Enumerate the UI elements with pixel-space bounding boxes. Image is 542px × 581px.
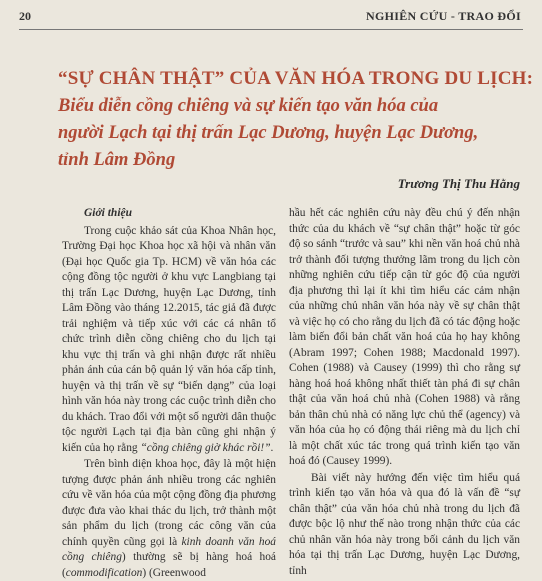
section-title: NGHIÊN CỨU - TRAO ĐỔI xyxy=(366,9,521,23)
intro-paragraph-1 xyxy=(62,224,276,457)
article-subtitle xyxy=(58,93,528,174)
header-rule xyxy=(19,29,523,30)
paragraph-text: ) thường sẽ bị hàng hoá hoá ( xyxy=(62,551,276,579)
italic-term: commodification xyxy=(65,566,143,579)
page-number: 20 xyxy=(19,9,31,23)
paragraph-text-end: . xyxy=(270,441,274,454)
body-paragraph-1: hầu hết các nghiên cứu này đều chú ý đến nhận thức của du khách về “sự chân thật” hoặc từ góc độ so sánh “trước và sau” khi nền văn hoá chủ nhà trở thành đối tượng thưởng lãm trong du lịch còn những nghiên cứu tiếp cận từ góc độ của người địa phương thì lại ít khi tìm hiểu các cảm nhận của những chủ nhân văn hóa này về sự chân thật và việc họ có cho rằng du lịch đã có tác động hoặc làm biến đổi bản chất văn hoá của họ hay không (Abram 1997; Cohen 1988; Macdonald 1997). Cohen (1988) và Causey (1999) thì cho rằng sự hàng hoá hoá không nhất thiết tàn phá đi sự chân thật của văn hoá chủ nhà (Cohen 1988) và rằng bản thân chủ nhà có năng lực chủ thể (agency) và văn hóa của họ có động thái riêng mà du lịch chỉ là một chất xúc tác trong quá trình kiến tạo văn hoá đó (Causey 1999). xyxy=(289,207,520,467)
paragraph-text: Trong cuộc khảo sát của Khoa Nhân học, Trường Đại học Khoa học xã hội và nhân văn (Đại học Quốc gia Tp. HCM) về văn hóa các cộng đồng tộc người ở khu vực Langbiang tại thị trấn Lạc Dương, huyện Lạc Dương, tỉnh Lâm Đồng vào tháng 12.2015, tác giả đã được trải nghiệm và tiếp xúc với các cá nhân tổ chức trình diễn cồng chiêng cho du lịch tại khu vực thị trấn và ghi nhận được rất nhiều phản ánh của cán bộ quản lý văn hóa cấp tỉnh, huyện và thị trấn về sự “biến dạng” của loại hình văn hóa này trong các cuộc trình diễn cho du khách. Trao đổi với một số người dân thuộc tộc người Lạch tại địa bàn cũng ghi nhận ý kiến của họ rằng xyxy=(62,224,276,454)
quote-text: “cồng chiêng giờ khác rồi!” xyxy=(140,441,271,454)
subtitle-line-1: Biểu diễn cồng chiêng và sự kiến tạo văn hóa của xyxy=(58,96,439,116)
section-heading: Giới thiệu xyxy=(84,207,133,219)
paragraph-text: Trên bình diện khoa học, đây là một hiện tượng được phản ánh nhiều trong các nghiên cứu về văn hóa của một cộng đồng địa phương được đưa vào khai thác du lịch, trở thành một sản phẩm du lịch (trong các công văn của chính quyền cũng gọi là xyxy=(62,458,276,548)
subtitle-line-3: tỉnh Lâm Đồng xyxy=(58,150,176,170)
body-paragraph-2: Bài viết này hướng đến việc tìm hiểu quá trình kiến tạo văn hóa và qua đó là vấn đề “sự chân thật” của văn hóa chủ nhà trong du lịch đã được bộc lộ như thế nào trong nhận thức của các chủ nhân văn hóa này trong bối cảnh du lịch văn hóa tại thị trấn Lạc Dương, huyện Lạc Dương, tỉnh xyxy=(289,471,520,577)
paragraph-text: ) (Greenwood xyxy=(142,566,206,579)
right-column xyxy=(289,206,520,579)
subtitle-line-2: người Lạch tại thị trấn Lạc Dương, huyện Lạc Dương, xyxy=(58,123,479,143)
italic-term: kinh doanh văn hoá cồng chiêng xyxy=(62,535,276,563)
author-name: Trương Thị Thu Hằng xyxy=(397,176,520,191)
page-header xyxy=(0,0,542,30)
article-title: “SỰ CHÂN THẬT” CỦA VĂN HÓA TRONG DU LỊCH: xyxy=(58,68,534,89)
intro-paragraph-2 xyxy=(62,457,276,581)
left-column xyxy=(62,206,276,581)
